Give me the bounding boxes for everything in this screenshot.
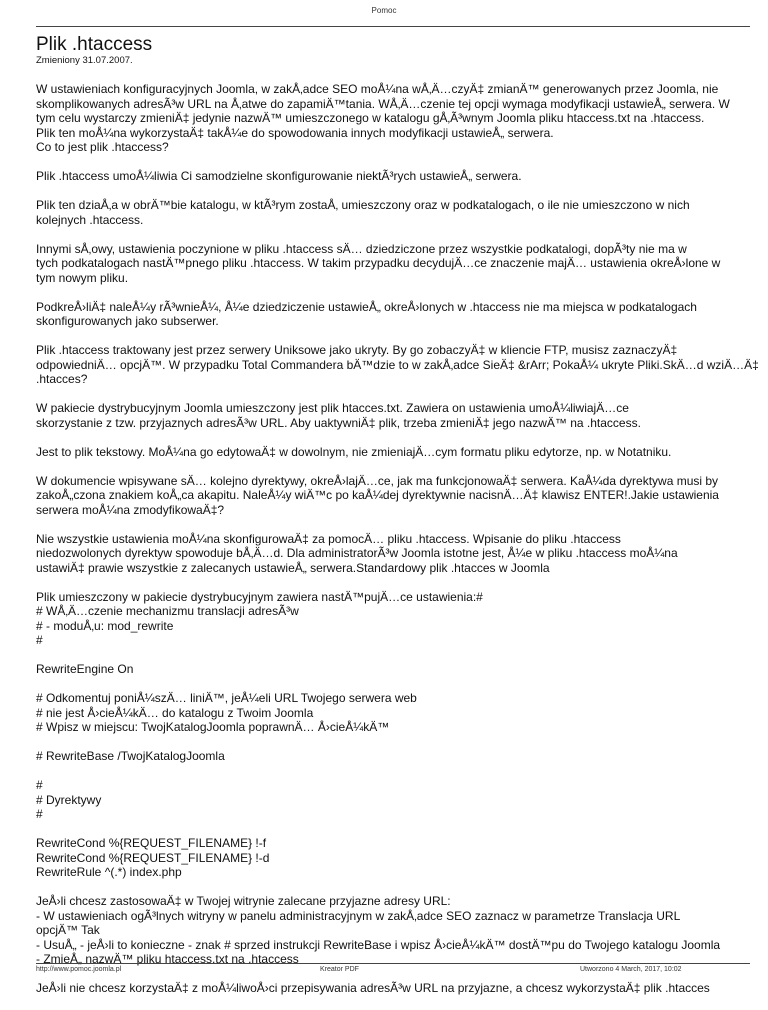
text-line: # bbox=[36, 778, 43, 792]
paragraph bbox=[36, 894, 768, 967]
paragraph bbox=[36, 445, 768, 460]
text-line: skorzystanie z tzw. przyjaznych adresÃ³w URL. Aby uaktywniÄ‡ plik, trzeba zmieniÄ‡ jego nazwÄ™ na .htaccess. bbox=[36, 415, 641, 430]
paragraph bbox=[36, 590, 768, 648]
paragraph bbox=[36, 169, 768, 184]
text-line: - UsuÅ„ - jeÅ›li to konieczne - znak # sprzed instrukcji RewriteBase i wpisz Å›cieÅ¼kÄ™ dostÄ™pu do Twojego katalogu Joomla bbox=[36, 937, 721, 952]
text-line: # RewriteBase /TwojKatalogJoomla bbox=[36, 749, 225, 763]
text-line: skonfigurowanych jako subserwer. bbox=[36, 314, 219, 328]
text-line: odpowiedniÄ… opcjÄ™. W przypadku Total Commandera bÄ™dzie to w zakÅ‚adce SieÄ‡ &rArr; PokaÅ¼ ukryte Pliki.SkÄ…d wziÄ…Ä‡ bbox=[36, 357, 759, 372]
text-line: opcjÄ™ Tak bbox=[36, 923, 100, 937]
header-divider bbox=[36, 26, 750, 27]
text-line: ustawiÄ‡ prawie wszystkie z zalecanych ustawieÅ„ serwera.Standardowy plik .htacces w Joomla bbox=[36, 560, 550, 575]
text-line: kolejnych .htaccess. bbox=[36, 212, 144, 227]
modified-date: Zmieniony 31.07.2007. bbox=[36, 55, 133, 66]
text-line: JeÅ›li chcesz zastosowaÄ‡ w Twojej witrynie zalecane przyjazne adresy URL: bbox=[36, 894, 451, 908]
paragraph bbox=[36, 242, 768, 286]
text-line: # nie jest Å›cieÅ¼kÄ… do katalogu z Twoim Joomla bbox=[36, 705, 314, 720]
text-line: Plik .htaccess umoÅ¼liwia Ci samodzielne skonfigurowanie niektÃ³rych ustawieÅ„ serwera. bbox=[36, 169, 522, 183]
text-line: W dokumencie wpisywane sÄ… kolejno dyrektywy, okreÅ›lajÄ…ce, jak ma funkcjonowaÄ‡ serwera. KaÅ¼da dyrektywa musi by bbox=[36, 473, 719, 488]
text-line: # Wpisz w miejscu: TwojKatalogJoomla poprawnÄ… Å›cieÅ¼kÄ™ bbox=[36, 720, 390, 734]
text-line: Plik umieszczony w pakiecie dystrybucyjnym zawiera nastÄ™pujÄ…ce ustawienia:# bbox=[36, 589, 483, 604]
text-line: RewriteCond %{REQUEST_FILENAME} !-d bbox=[36, 850, 270, 865]
text-line: RewriteCond %{REQUEST_FILENAME} !-f bbox=[36, 836, 267, 850]
text-line: Nie wszystkie ustawienia moÅ¼na skonfigurowaÄ‡ za pomocÄ… pliku .htaccess. Wpisanie do pliku .htaccess bbox=[36, 531, 621, 546]
text-line: skomplikowanych adresÃ³w URL na Å‚atwe do zapamiÄ™tania. WÅ‚Ä…czenie tej opcji wymaga modyfikacji ustawieÅ„ serwera. W bbox=[36, 96, 730, 111]
footer-divider bbox=[36, 963, 750, 964]
paragraph bbox=[36, 981, 768, 996]
paragraph bbox=[36, 749, 768, 764]
text-line: .htacces? bbox=[36, 372, 88, 386]
text-line: serwera moÅ¼na zmodyfikowaÄ‡? bbox=[36, 502, 225, 517]
text-line: Co to jest plik .htaccess? bbox=[36, 140, 169, 154]
paragraph bbox=[36, 82, 768, 155]
text-line: zakoÅ„czona znakiem koÅ„ca akapitu. NaleÅ¼y wiÄ™c po kaÅ¼dej dyrektywnie nacisnÄ…Ä‡ klawisz ENTER!.Jakie ustawienia bbox=[36, 488, 719, 502]
paragraph bbox=[36, 401, 768, 430]
paragraph bbox=[36, 343, 768, 387]
paragraph bbox=[36, 778, 768, 822]
text-line: - W ustawieniach ogÃ³lnych witryny w panelu administracyjnym w zakÅ‚adce SEO zaznacz w parametrze Translacja URL bbox=[36, 908, 681, 923]
footer-creator: Kreator PDF bbox=[320, 966, 359, 973]
text-line: Plik ten dziaÅ‚a w obrÄ™bie katalogu, w ktÃ³rym zostaÅ‚ umieszczony oraz w podkatalogach, o ile nie umieszczono w nich bbox=[36, 198, 690, 212]
text-line: # WÅ‚Ä…czenie mechanizmu translacji adresÃ³w bbox=[36, 604, 299, 618]
text-line: Plik .htaccess traktowany jest przez serwery Uniksowe jako ukryty. By go zobaczyÄ‡ w kliencie FTP, musisz zaznaczyÄ‡ bbox=[36, 343, 678, 357]
text-line: Innymi sÅ‚owy, ustawienia poczynione w pliku .htaccess sÄ… dziedziczone przez wszystkie podkatalogi, dopÃ³ty nie ma w bbox=[36, 241, 687, 256]
text-line: PodkreÅ›liÄ‡ naleÅ¼y rÃ³wnieÅ¼, Å¼e dziedziczenie ustawieÅ„ okreÅ›lonych w .htaccess nie ma miejsca w podkatalogach bbox=[36, 299, 697, 314]
text-line: tych podkatalogach nastÄ™pnego pliku .htaccess. W takim przypadku decydujÄ…ce znaczenie majÄ… ustawienia okreÅ›lone w bbox=[36, 256, 721, 270]
document-body bbox=[36, 82, 768, 1010]
text-line: tym nowym pliku. bbox=[36, 270, 129, 285]
text-line: niedozwolonych dyrektyw spowoduje bÅ‚Ä…d. Dla administratorÃ³w Joomla istotne jest, Å¼e w pliku .htaccess moÅ¼na bbox=[36, 546, 678, 560]
footer-url[interactable]: http://www.pomoc.joomla.pl bbox=[36, 966, 122, 973]
document-title: Plik .htaccess bbox=[36, 34, 153, 55]
text-line: tym celu wystarczy zmieniÄ‡ jedynie nazwÄ™ umieszczonego w katalogu gÅ‚Ã³wnym Joomla pliku htaccess.txt na .htaccess. bbox=[36, 111, 705, 125]
paragraph bbox=[36, 300, 768, 329]
text-line: # bbox=[36, 633, 43, 647]
text-line: RewriteEngine On bbox=[36, 662, 134, 676]
text-line: W ustawieniach konfiguracyjnych Joomla, w zakÅ‚adce SEO moÅ¼na wÅ‚Ä…czyÄ‡ zmianÄ™ generowanych przez Joomla, nie bbox=[36, 82, 719, 96]
paragraph bbox=[36, 662, 768, 677]
text-line: - ZmieÅ„ nazwÄ™ pliku htaccess.txt na .htaccess bbox=[36, 952, 299, 966]
page-header: Pomoc bbox=[371, 6, 397, 15]
text-line: RewriteRule ^(.*) index.php bbox=[36, 865, 182, 879]
paragraph bbox=[36, 474, 768, 518]
text-line: # - moduÅ‚u: mod_rewrite bbox=[36, 618, 174, 633]
paragraph bbox=[36, 691, 768, 735]
text-line: W pakiecie dystrybucyjnym Joomla umieszczony jest plik htacces.txt. Zawiera on ustawienia umoÅ¼liwiajÄ…ce bbox=[36, 401, 629, 415]
text-line: # bbox=[36, 807, 43, 821]
text-line: Jest to plik tekstowy. MoÅ¼na go edytowaÄ‡ w dowolnym, nie zmieniajÄ…cym formatu pliku edytorze, np. w Notatniku. bbox=[36, 444, 672, 459]
paragraph bbox=[36, 532, 768, 576]
footer-created: Utworzono 4 March, 2017, 10:02 bbox=[580, 966, 682, 973]
text-line: # Odkomentuj poniÅ¼szÄ… liniÄ™, jeÅ¼eli URL Twojego serwera web bbox=[36, 691, 417, 705]
text-line: Plik ten moÅ¼na wykorzystaÄ‡ takÅ¼e do spowodowania innych modyfikacji ustawieÅ„ serwera. bbox=[36, 125, 554, 140]
paragraph bbox=[36, 836, 768, 880]
text-line: # Dyrektywy bbox=[36, 792, 102, 807]
paragraph bbox=[36, 198, 768, 227]
text-line: JeÅ›li nie chcesz korzystaÄ‡ z moÅ¼liwoÅ›ci przepisywania adresÃ³w URL na przyjazne, a chcesz wykorzystaÄ‡ plik .htacces bbox=[36, 981, 710, 995]
